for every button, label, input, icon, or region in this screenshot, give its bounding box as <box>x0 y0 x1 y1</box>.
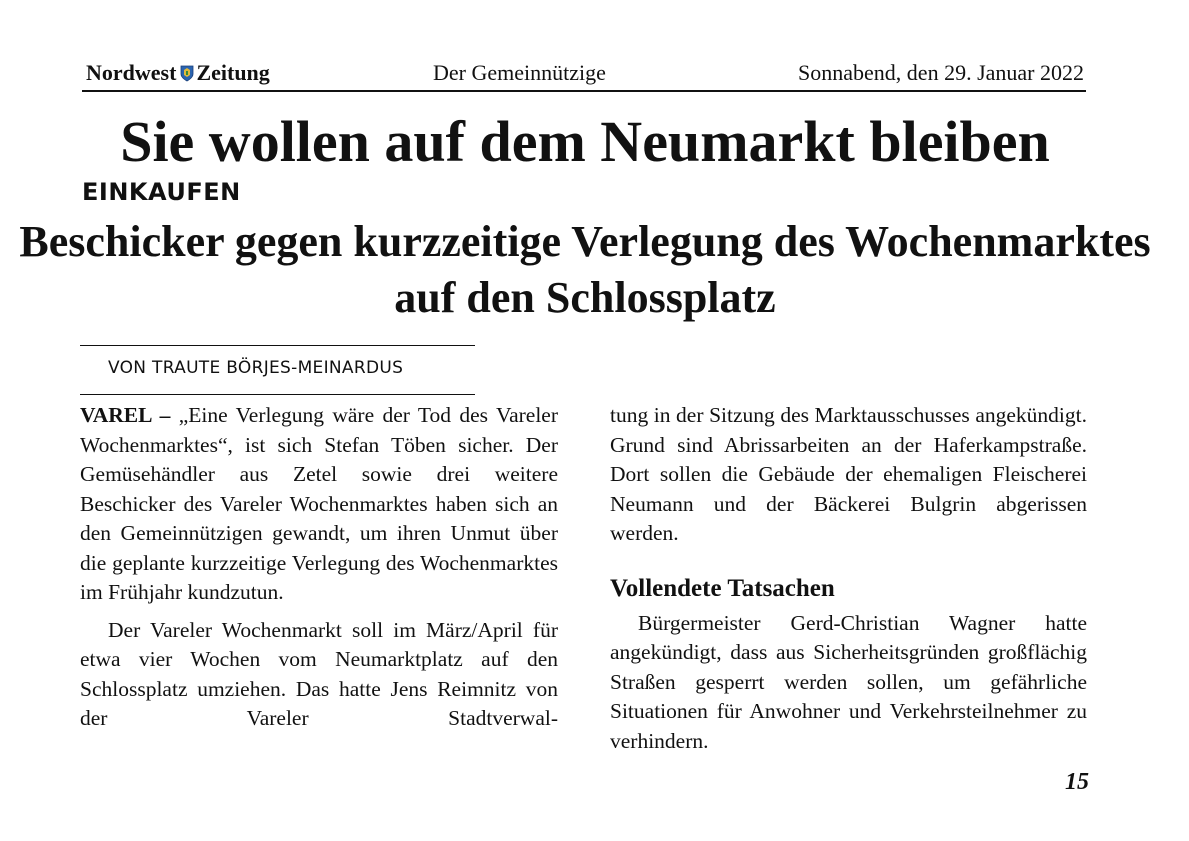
paper-name <box>86 60 270 86</box>
paper-name-part-2: Zeitung <box>196 60 270 85</box>
paragraph-2: Der Vareler Wochenmarkt soll im März/April für etwa vier Wochen vom Neumarktplatz auf den Schlossplatz umziehen. Das hatte Jens Reimnitz von der Vareler Stadtverwal- <box>80 617 558 730</box>
kicker: EINKAUFEN <box>82 178 241 206</box>
paragraph-1-text: „Eine Verlegung wäre der Tod des Vareler Wochenmarktes“, ist sich Stefan Töben sicher. Der Gemüsehändler aus Zetel sowie drei weitere Beschicker des Vareler Wochenmarktes haben sich an den Gemeinnützigen gewandt, um ihren Unmut über die geplante kurzzeitige Verlegung des Wochenmarktes im Frühjahr kundzutun. <box>80 403 559 604</box>
byline-bottom-rule <box>80 394 475 395</box>
dateline: VAREL – <box>80 403 171 427</box>
subhead: Beschicker gegen kurzzeitige Verlegung des Wochenmarktes auf den Schlossplatz <box>19 217 1151 322</box>
headline: Sie wollen auf dem Neumarkt bleiben <box>120 109 1050 174</box>
byline: VON TRAUTE BÖRJES-MEINARDUS <box>108 358 404 378</box>
page-number: 15 <box>1065 769 1089 795</box>
issue-date: Sonnabend, den 29. Januar 2022 <box>798 60 1084 85</box>
section-title: Der Gemeinnützige <box>433 60 606 85</box>
masthead <box>82 56 1086 92</box>
coat-of-arms-icon <box>180 65 194 82</box>
paper-name-part-1: Nordwest <box>86 60 177 85</box>
paragraph-1 <box>80 401 558 608</box>
paragraph-2-continued: tung in der Sitzung des Marktausschusses angekündigt. Grund sind Abrissarbeiten an der Haferkampstraße. Dort sollen die Gebäude der ehemaligen Fleischerei Neumann und der Bäckerei Bulgrin abgerissen werden. <box>610 403 1087 545</box>
article-column-right <box>610 401 1087 756</box>
paragraph-3: Bürgermeister Gerd-Christian Wagner hatte angekündigt, dass aus Sicherheitsgründen großflächig Straßen gesperrt werden sollen, um gefährliche Situationen für Anwohner und Verkehrsteilnehmer zu verhindern. <box>610 610 1087 753</box>
byline-top-rule <box>80 345 475 346</box>
subheading: Vollendete Tatsachen <box>610 574 835 602</box>
article-column-left <box>80 401 558 734</box>
